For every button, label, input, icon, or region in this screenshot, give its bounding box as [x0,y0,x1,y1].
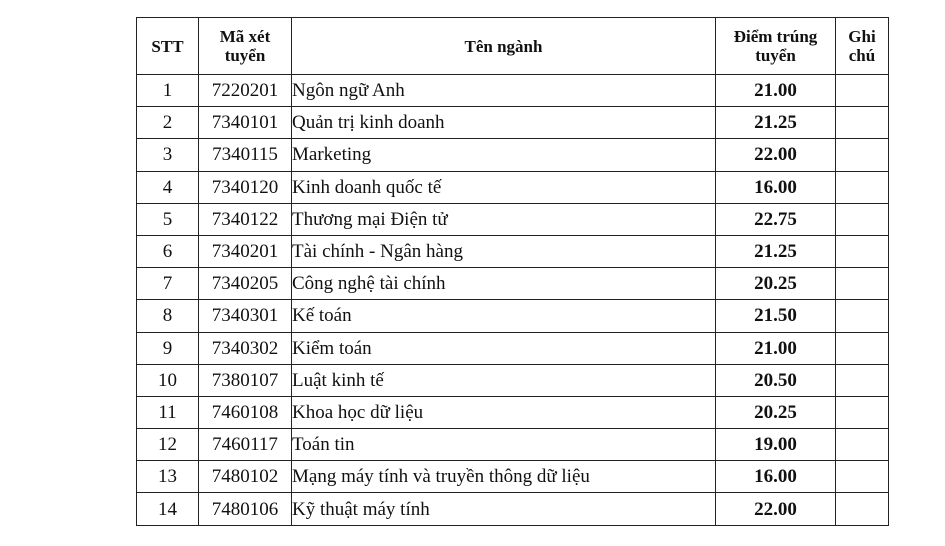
cell-admission-code: 7340201 [199,235,292,267]
cell-major-name: Khoa học dữ liệu [292,396,716,428]
table-row [137,235,889,267]
cell-major-name: Kiểm toán [292,332,716,364]
cell-stt: 12 [137,429,199,461]
cell-admission-score: 16.00 [716,171,836,203]
cell-major-name: Toán tin [292,429,716,461]
cell-note [836,493,889,525]
cell-major-name: Kế toán [292,300,716,332]
cell-stt: 11 [137,396,199,428]
cell-stt: 3 [137,139,199,171]
cell-major-name: Kinh doanh quốc tế [292,171,716,203]
table-row [137,493,889,525]
cell-admission-score: 21.25 [716,235,836,267]
table-row [137,364,889,396]
header-admission-score-line2: tuyển [755,46,796,65]
header-row [137,18,889,75]
header-admission-score-line1: Điểm trúng [733,27,818,46]
cell-major-name: Marketing [292,139,716,171]
cell-note [836,107,889,139]
table-row [137,429,889,461]
cell-admission-code: 7380107 [199,364,292,396]
cell-major-name: Mạng máy tính và truyền thông dữ liệu [292,461,716,493]
cell-note [836,300,889,332]
cell-stt: 8 [137,300,199,332]
cell-admission-score: 21.00 [716,332,836,364]
cell-stt: 7 [137,268,199,300]
cell-admission-score: 21.50 [716,300,836,332]
header-stt: STT [137,18,199,75]
table-row [137,203,889,235]
cell-admission-code: 7340115 [199,139,292,171]
cell-admission-code: 7460108 [199,396,292,428]
cell-admission-code: 7340205 [199,268,292,300]
header-admission-code [199,18,292,75]
cell-stt: 13 [137,461,199,493]
cell-stt: 2 [137,107,199,139]
cell-admission-score: 19.00 [716,429,836,461]
cell-note [836,429,889,461]
cell-admission-score: 22.75 [716,203,836,235]
cell-admission-score: 22.00 [716,493,836,525]
cell-admission-code: 7460117 [199,429,292,461]
admission-scores-table [136,17,889,526]
cell-admission-score: 20.25 [716,396,836,428]
header-note-line1: Ghi [848,27,876,46]
table-row [137,75,889,107]
cell-note [836,203,889,235]
table-row [137,139,889,171]
cell-stt: 4 [137,171,199,203]
cell-note [836,171,889,203]
cell-admission-code: 7340122 [199,203,292,235]
cell-admission-score: 16.00 [716,461,836,493]
table-row [137,171,889,203]
cell-admission-code: 7340301 [199,300,292,332]
cell-stt: 14 [137,493,199,525]
cell-note [836,364,889,396]
cell-major-name: Ngôn ngữ Anh [292,75,716,107]
cell-note [836,332,889,364]
cell-major-name: Tài chính - Ngân hàng [292,235,716,267]
cell-admission-code: 7340302 [199,332,292,364]
cell-stt: 9 [137,332,199,364]
cell-admission-score: 22.00 [716,139,836,171]
cell-major-name: Luật kinh tế [292,364,716,396]
cell-admission-score: 21.00 [716,75,836,107]
cell-stt: 1 [137,75,199,107]
cell-admission-code: 7480106 [199,493,292,525]
cell-admission-code: 7340120 [199,171,292,203]
cell-note [836,461,889,493]
cell-note [836,75,889,107]
cell-major-name: Quản trị kinh doanh [292,107,716,139]
cell-admission-score: 20.50 [716,364,836,396]
cell-note [836,268,889,300]
cell-admission-score: 20.25 [716,268,836,300]
header-admission-code-line2: tuyển [224,46,266,65]
header-major-name: Tên ngành [292,18,716,75]
header-admission-code-line1: Mã xét [219,27,271,46]
table-row [137,461,889,493]
table-row [137,332,889,364]
cell-note [836,235,889,267]
cell-admission-code: 7220201 [199,75,292,107]
cell-major-name: Công nghệ tài chính [292,268,716,300]
cell-note [836,396,889,428]
table-row [137,396,889,428]
cell-major-name: Thương mại Điện tử [292,203,716,235]
cell-admission-score: 21.25 [716,107,836,139]
header-note-line2: chú [848,46,876,65]
cell-admission-code: 7480102 [199,461,292,493]
table-row [137,300,889,332]
cell-stt: 6 [137,235,199,267]
table-header [137,18,889,75]
cell-stt: 5 [137,203,199,235]
table-row [137,107,889,139]
cell-admission-code: 7340101 [199,107,292,139]
header-admission-score [716,18,836,75]
table-row [137,268,889,300]
cell-note [836,139,889,171]
header-note [836,18,889,75]
cell-major-name: Kỹ thuật máy tính [292,493,716,525]
cell-stt: 10 [137,364,199,396]
table-body [137,75,889,526]
